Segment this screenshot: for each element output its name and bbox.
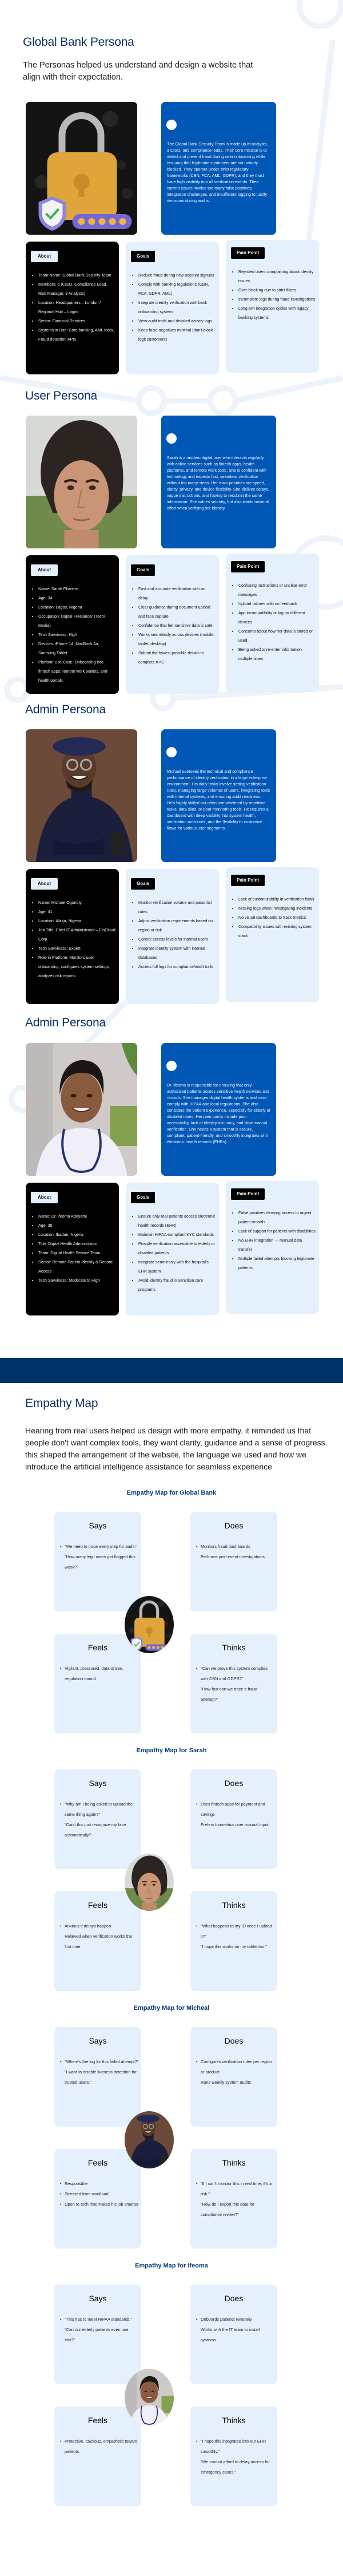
about-card bbox=[26, 1183, 119, 1315]
quadrant-line: • "I hope this integrates into our EHR smoothly." bbox=[196, 2436, 275, 2457]
empathy-quadrant-says bbox=[54, 1769, 141, 1869]
quadrant-heading: Feels bbox=[87, 2158, 108, 2167]
persona-description: Sarah is a modern digital user who interacts regularly with online services such as fintech apps, health platforms, and remote work tools. She is confident with technology and expects fast, seamless verification without too many steps. Her main priorities are speed, clarity, privacy, and device flexibility. She dislikes delays, vague instructions, and having to resubmit the same information. She values security, but also wants minimal effort when verifying her identity bbox=[167, 455, 269, 511]
about-card-label: About bbox=[31, 878, 58, 890]
empathy-quadrant-feels bbox=[54, 1891, 141, 1991]
quadrant-line: Relieved when verification works the first time bbox=[65, 1934, 133, 1949]
list-item: • Systems in Use: Core banking, AML tools, Fraud detection APIs bbox=[38, 326, 115, 344]
list-item: • Missing logs when investigating incidents bbox=[238, 904, 316, 913]
pain-point-card-list bbox=[238, 1208, 316, 1273]
pain-point-card bbox=[226, 240, 319, 373]
empathy-map-subtitle: Empathy Map for Ifeoma bbox=[135, 2262, 208, 2269]
persona-heading: Admin Persona bbox=[25, 703, 106, 716]
list-item: • Age: 34 bbox=[38, 594, 115, 603]
list-item: • Integrate seamlessly with the hospital's EHR system bbox=[138, 1258, 216, 1276]
empathy-quadrant-does bbox=[190, 2027, 277, 2127]
quadrant-content bbox=[196, 2057, 275, 2088]
quadrant-line: • "We need to trace every step for audit." bbox=[60, 1542, 139, 1552]
list-item: • Age: 38 bbox=[38, 1221, 115, 1230]
list-item: • Platform Use Case: Onboarding into fintech apps, remote work wallets, and health portals bbox=[38, 658, 115, 685]
list-item: • Tech Savviness: High bbox=[38, 630, 115, 639]
about-card bbox=[26, 242, 119, 374]
list-item: • Job Title: Chief IT Administrator – FinCloud Corp bbox=[38, 926, 115, 944]
quote-dot-icon bbox=[166, 120, 177, 130]
about-card-list bbox=[38, 271, 115, 344]
quadrant-heading: Feels bbox=[87, 1901, 108, 1910]
list-item: • Keep false negatives minimal (don't block legit customers) bbox=[138, 326, 216, 344]
list-item: • Multiple failed attempts blocking legitimate patients bbox=[238, 1254, 316, 1273]
empathy-quadrant-does bbox=[190, 1512, 277, 1611]
goals-card-list bbox=[138, 584, 216, 667]
quadrant-heading: Feels bbox=[87, 2416, 108, 2425]
quadrant-line: • Configures verification rules per region or product bbox=[196, 2057, 275, 2077]
quote-dot-icon bbox=[166, 1061, 177, 1071]
empathy-map-subtitle: Empathy Map for Micheal bbox=[133, 2005, 210, 2012]
pain-point-card bbox=[226, 554, 319, 692]
quadrant-content bbox=[196, 2436, 275, 2478]
list-item: • Tech Savviness: Expert bbox=[38, 944, 115, 953]
list-item: • Members: 6 (CISO, Compliance Lead, Risk Manager, 3 Analysts) bbox=[38, 280, 115, 298]
goals-card bbox=[126, 869, 219, 1004]
list-item: • Upload failures with no feedback bbox=[238, 599, 316, 609]
list-item: • Title: Digital Health Administrator bbox=[38, 1239, 115, 1249]
about-card bbox=[26, 869, 119, 1004]
list-item: • Control access levels for internal users bbox=[138, 935, 216, 944]
list-item: • False positives denying access to urgent patient records bbox=[238, 1208, 316, 1227]
list-item: • Clear guidance during document upload and face capture bbox=[138, 603, 216, 621]
quadrant-heading: Does bbox=[224, 1521, 244, 1530]
quadrant-content bbox=[196, 2314, 275, 2345]
list-item: • Tech Savviness: Moderate to High bbox=[38, 1276, 115, 1285]
quadrant-line: • "If I can't monitor this in real time, it's a risk." bbox=[196, 2179, 275, 2199]
list-item: • App incompatibility or lag on different devices bbox=[238, 609, 316, 627]
about-card-label: About bbox=[31, 251, 58, 262]
list-item: • Lack of customizability in verification flows bbox=[238, 895, 316, 904]
empathy-quadrant-thinks bbox=[190, 1891, 277, 1991]
quote-dot-icon bbox=[166, 747, 177, 757]
pain-point-card-list bbox=[238, 267, 316, 322]
list-item: • Location: Lagos, Nigeria bbox=[38, 603, 115, 612]
list-item: • Provide verification accessible to elderly or disabled patients bbox=[138, 1239, 216, 1258]
list-item: • Team Name: Global Bank Security Team bbox=[38, 271, 115, 280]
quadrant-heading: Does bbox=[224, 1779, 244, 1788]
quadrant-line: Performs post-event investigations bbox=[201, 1554, 265, 1559]
list-item: • Being asked to re-enter information multiple times bbox=[238, 645, 316, 663]
quadrant-heading: Feels bbox=[87, 1643, 108, 1652]
persona-description: The Global Bank Security Team is made up of analysts, a CISO, and compliance leads. Their core mission is to detect and prevent fraud during user onboarding while ensuring that legitimate customers are not unfairly blocked. They operate under strict regulatory frameworks (CBN, FCA, AML, GDPR), and they must have high visibility into all verification events. Their current issues involve too many false positives, integration challenges, and insufficient logging to justify decisions during audits. bbox=[167, 141, 268, 203]
pain-point-card-list bbox=[238, 581, 316, 663]
persona-description-box bbox=[161, 1043, 276, 1176]
list-item: • Sector: Remote Patient Identity & Record Access bbox=[38, 1258, 115, 1276]
empathy-quadrant-thinks bbox=[190, 1634, 277, 1733]
goals-card-label: Goals bbox=[131, 878, 155, 890]
quadrant-line: • "Where's the log for this failed attempt?" bbox=[60, 2057, 139, 2067]
quadrant-content bbox=[196, 1664, 275, 1705]
persona-description-box bbox=[161, 416, 276, 548]
quadrant-line: • Onboards patients remotely bbox=[196, 2314, 275, 2325]
list-item: • Name: Dr. Ifeoma Adeyemi bbox=[38, 1212, 115, 1221]
list-item: • Maintain HIPAA-compliant KYC standards bbox=[138, 1230, 216, 1239]
empathy-avatar-michael-portrait bbox=[125, 2111, 174, 2168]
goals-card-label: Goals bbox=[131, 1192, 155, 1203]
quadrant-heading: Thinks bbox=[222, 1901, 246, 1910]
empathy-quadrant-feels bbox=[54, 2407, 141, 2506]
list-item: • Submit the fewest possible details to complete KYC bbox=[138, 649, 216, 667]
quadrant-line: "How fast can we trace a fraud attempt?" bbox=[201, 1686, 258, 1702]
empathy-quadrant-feels bbox=[54, 1634, 141, 1733]
quadrant-line: "How many legit users got flagged this week?" bbox=[65, 1554, 135, 1570]
quadrant-line: • "This has to meet HIPAA standards." bbox=[60, 2314, 139, 2325]
goals-card bbox=[126, 242, 219, 374]
quadrant-line: "We cannot afford to delay access for emergency cases." bbox=[201, 2459, 270, 2475]
list-item: • Comply with banking regulations (CBN, FCA, GDPR, AML) bbox=[138, 280, 216, 298]
quadrant-line: • Uses fintech apps for payment and savings bbox=[196, 1799, 275, 1820]
empathy-map-subtitle: Empathy Map for Sarah bbox=[136, 1747, 207, 1754]
list-item: • Devices: iPhone 14, MacBook Air, Samsung Tablet bbox=[38, 639, 115, 658]
quadrant-heading: Says bbox=[89, 2036, 107, 2045]
list-item: • Fast and accurate verification with no delay bbox=[138, 584, 216, 603]
persona-description-box bbox=[161, 729, 276, 862]
quadrant-line: "I hope this works on my tablet too." bbox=[201, 1944, 267, 1949]
quadrant-content bbox=[196, 1542, 275, 1562]
quadrant-content bbox=[60, 1921, 139, 1952]
persona-description: Michael oversees the technical and compliance performance of identity verification in a large enterprise environment. His daily tasks involve setting verification rules, managing large volumes of users, integrating tools with internal systems, and ensuring audit readiness. He's highly skilled but often overwhelmed by repetitive tasks, data silos, or poor monitoring tools. He requires a dashboard with deep visibility into system health, verification outcomes, and the flexibility to customize flows for various user segments bbox=[167, 769, 270, 831]
section-divider-bar bbox=[0, 1358, 343, 1383]
quadrant-content bbox=[60, 1664, 139, 1684]
quadrant-heading: Thinks bbox=[222, 2158, 246, 2167]
list-item: • Location: Abuja, Nigeria bbox=[38, 916, 115, 926]
empathy-avatar-padlock-shield-illustration bbox=[125, 1596, 174, 1653]
pain-point-card-label: Pain Point bbox=[231, 1188, 265, 1200]
persona-description: Dr. Ifeoma is responsible for ensuring that only authorized patients access sensitive health services and records. She manages digital health systems and must comply with HIPAA and local regulations. She also considers the patient experience, especially for elderly or disabled users. Her pain points include poor accessibility, lack of identity accuracy, and slow manual verification. She needs a system that is secure, compliant, patient-friendly, and smoothly integrates with electronic health records (EHRs). bbox=[167, 1082, 270, 1144]
quadrant-content bbox=[196, 1799, 275, 1830]
empathy-map-subtitle: Empathy Map for Global Bank bbox=[126, 1490, 217, 1496]
about-card-list bbox=[38, 584, 115, 685]
list-item: • Reduce fraud during new account signups bbox=[138, 271, 216, 280]
list-item: • Confusing instructions or unclear error messages bbox=[238, 581, 316, 599]
goals-card-list bbox=[138, 1212, 216, 1294]
about-card-label: About bbox=[31, 1192, 58, 1203]
quadrant-heading: Does bbox=[224, 2294, 244, 2303]
empathy-map-title: Empathy Map bbox=[25, 1397, 98, 1410]
list-item: • Compatibility issues with existing system stack bbox=[238, 922, 316, 941]
page-title: Global Bank Persona bbox=[23, 35, 134, 49]
list-item: • Sector: Financial Services bbox=[38, 317, 115, 326]
list-item: • Works seamlessly across devices (mobile, tablet, desktop) bbox=[138, 630, 216, 649]
quadrant-line: "How do I export this data for compliance review?" bbox=[201, 2202, 254, 2217]
list-item: • Ensure only real patients access electronic health records (EHR) bbox=[138, 1212, 216, 1230]
quadrant-line: Runs weekly system audits bbox=[201, 2080, 252, 2085]
goals-card bbox=[126, 1183, 219, 1315]
quadrant-line: "Can't this just recognize my face automatically? bbox=[65, 1822, 126, 1838]
empathy-quadrant-does bbox=[190, 2285, 277, 2384]
persona-photo-padlock-shield-illustration bbox=[26, 102, 137, 235]
list-item: • Adjust verification requirements based on region or risk bbox=[138, 916, 216, 935]
list-item: • Role in Platform: Monitors user onboarding, configures system settings, analyzes risk reports bbox=[38, 953, 115, 981]
persona-photo-ifeoma-portrait bbox=[26, 1043, 137, 1176]
list-item: • Location: Ibadan, Nigeria bbox=[38, 1230, 115, 1239]
quadrant-line: "Can our elderly patients even use this?" bbox=[65, 2327, 129, 2342]
list-item: • Concerns about how her data is stored or used bbox=[238, 627, 316, 645]
empathy-quadrant-says bbox=[54, 1512, 141, 1611]
persona-heading: Admin Persona bbox=[25, 1016, 106, 1029]
list-item: • Name: Sarah Ekanem bbox=[38, 584, 115, 594]
about-card-label: About bbox=[31, 564, 58, 576]
empathy-quadrant-thinks bbox=[190, 2407, 277, 2506]
quadrant-line: • Stressed from workload bbox=[60, 2189, 139, 2199]
quadrant-heading: Thinks bbox=[222, 1643, 246, 1652]
about-card bbox=[26, 555, 119, 694]
quadrant-line: • Vigilant, pressured, data-driven, regulation-bound bbox=[60, 1664, 139, 1684]
pain-point-card-label: Pain Point bbox=[231, 247, 265, 259]
list-item: • Integrate identity system with internal databases bbox=[138, 944, 216, 962]
quadrant-line: • Anxious if delays happen bbox=[60, 1921, 139, 1931]
empathy-quadrant-thinks bbox=[190, 2149, 277, 2249]
quadrant-line: Works with the IT team to install systems bbox=[201, 2327, 260, 2342]
list-item: • Incomplete logs during fraud investigations bbox=[238, 295, 316, 304]
pain-point-card-label: Pain Point bbox=[231, 561, 265, 572]
quote-dot-icon bbox=[166, 433, 177, 444]
quadrant-heading: Thinks bbox=[222, 2416, 246, 2425]
list-item: • Name: Michael Ogunbiyi bbox=[38, 898, 115, 907]
list-item: • No EHR integration → manual data transfer bbox=[238, 1236, 316, 1254]
empathy-avatar-sarah-portrait bbox=[125, 1854, 174, 1911]
persona-photo-sarah-portrait bbox=[26, 416, 137, 548]
quadrant-content bbox=[60, 2314, 139, 2345]
quadrant-heading: Says bbox=[89, 1779, 107, 1788]
list-item: • Long API integration cycles with legacy banking systems bbox=[238, 304, 316, 322]
empathy-quadrant-feels bbox=[54, 2149, 141, 2249]
list-item: • Over blocking due to strict filters bbox=[238, 286, 316, 295]
empathy-quadrant-does bbox=[190, 1769, 277, 1869]
list-item: • Rejected users complaining about identity issues bbox=[238, 267, 316, 286]
list-item: • Team: Digital Health Service Team bbox=[38, 1249, 115, 1258]
quadrant-heading: Says bbox=[89, 1521, 107, 1530]
empathy-map-paragraph: Hearing from real users helped us design with more empathy. it reminded us that people don't want complex tools, they want clarity, guidance and a sense of progress. this shaped the arrangement of the website, the language we used and how we introduce the artificial intelligence assistance for seamless experience bbox=[25, 1426, 328, 1471]
about-card-list bbox=[38, 898, 115, 981]
list-item: • Age: 41 bbox=[38, 907, 115, 916]
pain-point-card-list bbox=[238, 895, 316, 941]
list-item: • Lack of support for patients with disabilities bbox=[238, 1227, 316, 1236]
persona-description-box bbox=[161, 102, 276, 235]
list-item: • View audit trails and detailed activity logs bbox=[138, 317, 216, 326]
list-item: • Avoid identity fraud in sensitive care programs bbox=[138, 1276, 216, 1294]
quadrant-line: "I want to disable liveness detection for trusted users." bbox=[65, 2069, 137, 2085]
page-subtitle: The Personas helped us understand and design a website that align with their expectation. bbox=[23, 61, 253, 82]
persona-photo-michael-portrait bbox=[26, 729, 137, 862]
quadrant-line: • Open to tech that makes his job smarter bbox=[60, 2199, 139, 2210]
quadrant-heading: Says bbox=[89, 2294, 107, 2303]
quadrant-content bbox=[196, 1921, 275, 1952]
persona-heading: User Persona bbox=[25, 389, 97, 402]
quadrant-content bbox=[60, 2057, 139, 2088]
list-item: • Confidence that her sensitive data is safe bbox=[138, 621, 216, 630]
list-item: • Access full logs for compliance/audit trails bbox=[138, 962, 216, 971]
pain-point-card bbox=[226, 867, 319, 1002]
list-item: • Monitor verification volume and pass/ fail rates bbox=[138, 898, 216, 916]
quadrant-line: • Protective, cautious, empathetic toward patients bbox=[60, 2436, 139, 2457]
goals-card-list bbox=[138, 271, 216, 344]
quadrant-line: • Responsible bbox=[60, 2179, 139, 2189]
list-item: • Location: Headquarters – London / Regional Hub – Lagos bbox=[38, 298, 115, 317]
empathy-quadrant-says bbox=[54, 2027, 141, 2127]
quadrant-content bbox=[60, 2179, 139, 2210]
goals-card bbox=[126, 555, 219, 694]
quadrant-line: • Monitors fraud dashboards bbox=[196, 1542, 275, 1552]
quadrant-heading: Does bbox=[224, 2036, 244, 2045]
pain-point-card-label: Pain Point bbox=[231, 875, 265, 886]
list-item: • Integrate identity verification with bank onboarding system bbox=[138, 298, 216, 317]
list-item: • Occupation: Digital Freelancer (Tech/ Media) bbox=[38, 612, 115, 630]
quadrant-content bbox=[60, 1799, 139, 1840]
quadrant-line: • "Can we prove this system complies with CBN and GDPR?" bbox=[196, 1664, 275, 1684]
list-item: • No visual dashboards to track metrics bbox=[238, 913, 316, 922]
empathy-avatar-ifeoma-portrait bbox=[125, 2369, 174, 2426]
quadrant-line: Prefers biometrics over manual input bbox=[201, 1822, 269, 1827]
quadrant-content bbox=[60, 1542, 139, 1573]
about-card-list bbox=[38, 1212, 115, 1285]
goals-card-list bbox=[138, 898, 216, 971]
quadrant-content bbox=[60, 2436, 139, 2457]
goals-card-label: Goals bbox=[131, 251, 155, 262]
quadrant-line: • "Why am I being asked to upload the same thing again?" bbox=[60, 1799, 139, 1820]
empathy-quadrant-says bbox=[54, 2285, 141, 2384]
quadrant-content bbox=[196, 2179, 275, 2220]
goals-card-label: Goals bbox=[131, 564, 155, 576]
pain-point-card bbox=[226, 1181, 319, 1314]
quadrant-line: • "What happens to my ID once I upload it?" bbox=[196, 1921, 275, 1942]
